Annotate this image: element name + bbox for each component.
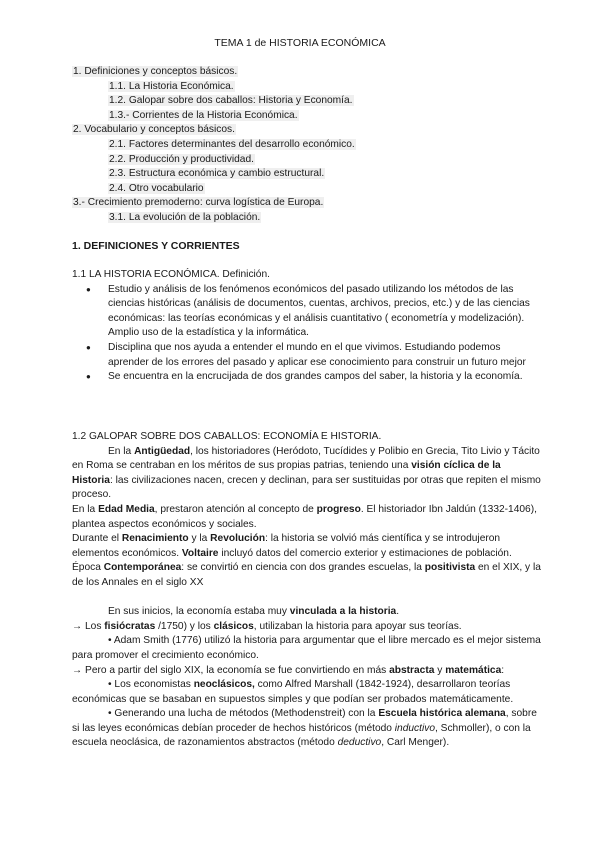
bold-term: clásicos bbox=[213, 620, 254, 632]
text-run: , Carl Menger). bbox=[381, 737, 450, 749]
text-run: como Alfred Marshall (1842-1924), desarrollaron teorías económicas que se basaban en supuestos simples y que podían ser probados matemáticamente. bbox=[72, 679, 514, 705]
paragraph-methodenstreit bbox=[72, 707, 542, 751]
toc-item bbox=[72, 138, 392, 153]
bullet-item: ● Disciplina que nos ayuda a entender el mundo en el que vivimos. Estudiando podemos aprender de los errores del pasado y aplicar ese conocimiento para construir un futuro mejor bbox=[72, 341, 542, 370]
bold-term: abstracta bbox=[389, 664, 435, 676]
toc-item bbox=[72, 123, 392, 138]
toc-item-text: 1.2. Galopar sobre dos caballos: Historia y Economía. bbox=[109, 95, 353, 107]
toc-item bbox=[72, 182, 392, 197]
text-run: incluyó datos del comercio exterior y estimaciones de población. bbox=[218, 547, 512, 559]
paragraph-inicios bbox=[72, 605, 542, 620]
toc-item-text: 2. Vocabulario y conceptos básicos. bbox=[73, 124, 235, 136]
paragraph-neoclasicos bbox=[72, 678, 542, 707]
italic-term: inductivo bbox=[394, 722, 435, 734]
bold-term: Contemporánea bbox=[103, 562, 182, 574]
bold-term: vinculada a la historia bbox=[289, 606, 397, 618]
paragraph-contemporanea bbox=[72, 561, 542, 590]
table-of-contents bbox=[72, 65, 392, 226]
text-run: → Los bbox=[72, 620, 105, 632]
text-run: Época bbox=[72, 562, 104, 574]
toc-item bbox=[72, 153, 392, 168]
toc-item bbox=[72, 65, 392, 80]
toc-item bbox=[72, 196, 392, 211]
bold-term: progreso bbox=[316, 503, 361, 515]
text-run: , prestaron atención al concepto de bbox=[154, 503, 317, 515]
text-run: . bbox=[396, 606, 400, 618]
text-run: • Generando una lucha de métodos (Methodenstreit) con la bbox=[108, 708, 379, 720]
paragraph-fisiocratas bbox=[72, 620, 542, 635]
paragraph-renacimiento bbox=[72, 532, 542, 561]
section-heading: 1. DEFINICIONES Y CORRIENTES bbox=[72, 240, 240, 252]
bold-term: neoclásicos, bbox=[193, 679, 255, 691]
bold-term: Revolución bbox=[210, 533, 266, 545]
text-run: . El historiador Ibn Jaldún (1332-1406), plantea aspectos económicos y sociales. bbox=[72, 503, 537, 530]
text-run: y bbox=[434, 664, 446, 676]
toc-item bbox=[72, 167, 392, 182]
text-run: , los historiadores (Heródoto, Tucídides y Polibio en Grecia, Tito Livio y Tácito en Roma se centraban en los méritos de sus propias patrias, teniendo una bbox=[72, 445, 540, 472]
toc-item-text: 2.4. Otro vocabulario bbox=[109, 182, 204, 194]
text-run: en el XIX, y la de los Annales en el siglo XX bbox=[72, 562, 541, 588]
text-run: , sobre si las leyes económicas debían proceder de hechos históricos (método bbox=[72, 708, 537, 734]
toc-item-text: 1.1. La Historia Económica. bbox=[109, 80, 234, 92]
text-run: y la bbox=[188, 533, 211, 545]
toc-item bbox=[72, 94, 392, 109]
text-run: /1750) y los bbox=[155, 620, 214, 632]
bold-term: Antigüedad bbox=[134, 445, 191, 457]
text-run: : las civilizaciones nacen, crecen y declinan, para ser sustituidas por otras que repiten el mismo proceso. bbox=[72, 474, 541, 501]
paragraph-siglo-xix bbox=[72, 664, 542, 679]
bold-term: matemática bbox=[445, 664, 502, 676]
text-run: , utilizaban la historia para apoyar sus teorías. bbox=[253, 620, 462, 632]
toc-item-text: 3.- Crecimiento premoderno: curva logística de Europa. bbox=[73, 197, 324, 209]
toc-item-text: 3.1. La evolución de la población. bbox=[109, 211, 261, 223]
paragraph-antiguedad bbox=[72, 445, 542, 503]
toc-item-text: 2.1. Factores determinantes del desarrollo económico. bbox=[109, 138, 355, 150]
subsection-heading: 1.1 LA HISTORIA ECONÓMICA. Definición. bbox=[72, 269, 270, 280]
text-run: En la bbox=[108, 445, 135, 457]
text-run: • Los economistas bbox=[108, 679, 194, 691]
text-run: : la historia se volvió más científica y se introdujeron elementos económicos. bbox=[72, 533, 501, 559]
bullet-list bbox=[72, 283, 542, 385]
bold-term: Escuela histórica alemana bbox=[378, 708, 506, 720]
bullet-item: ● Estudio y análisis de los fenómenos económicos del pasado utilizando los métodos de las ciencias históricas (análisis de documentos, cuentas, archivos, precios, etc.) y de las ciencias económicas: las teorías económicas y el análisis cuantitativo ( econometría y modelización). Amplio uso de la estadística y la informática. bbox=[72, 283, 542, 341]
text-run: En la bbox=[72, 503, 99, 515]
document-title: TEMA 1 de HISTORIA ECONÓMICA bbox=[214, 37, 386, 49]
toc-item bbox=[72, 211, 392, 226]
toc-item bbox=[72, 109, 392, 124]
text-run: → Pero a partir del siglo XIX, la economía se fue convirtiendo en más bbox=[72, 664, 390, 676]
toc-item-text: 1.3.- Corrientes de la Historia Económica. bbox=[109, 109, 298, 121]
bold-term: positivista bbox=[424, 562, 476, 574]
bold-term: Edad Media bbox=[98, 503, 155, 515]
subsection-1-1 bbox=[72, 268, 542, 385]
bold-term: Renacimiento bbox=[121, 533, 189, 545]
toc-item-text: 2.2. Producción y productividad. bbox=[109, 153, 254, 165]
bullet-item: ● Se encuentra en la encrucijada de dos grandes campos del saber, la historia y la economía. bbox=[72, 370, 542, 385]
subsection-1-2 bbox=[72, 430, 542, 751]
text-run: : se convirtió en ciencia con dos grandes escuelas, la bbox=[181, 562, 425, 574]
subsection-heading: 1.2 GALOPAR SOBRE DOS CABALLOS: ECONOMÍA E HISTORIA. bbox=[72, 431, 382, 442]
toc-item-text: 2.3. Estructura económica y cambio estructural. bbox=[109, 168, 325, 180]
bold-term: visión cíclica de la Historia bbox=[72, 460, 501, 486]
text-run: , Schmoller), o con la escuela neoclásica, de razonamientos abstractos (método bbox=[72, 722, 531, 749]
toc-item bbox=[72, 80, 392, 95]
paragraph-adam-smith: • Adam Smith (1776) utilizó la historia para argumentar que el libre mercado es el mejor sistema para promover el crecimiento económico. bbox=[72, 635, 541, 661]
toc-item-text: 1. Definiciones y conceptos básicos. bbox=[73, 66, 238, 77]
bold-term: Voltaire bbox=[181, 547, 219, 559]
text-run: : bbox=[501, 664, 505, 676]
bold-term: fisiócratas bbox=[104, 620, 156, 632]
text-run: Durante el bbox=[72, 533, 122, 545]
paragraph-edad-media bbox=[72, 503, 542, 532]
text-run: En sus inicios, la economía estaba muy bbox=[108, 606, 290, 618]
italic-term: deductivo bbox=[337, 737, 382, 749]
